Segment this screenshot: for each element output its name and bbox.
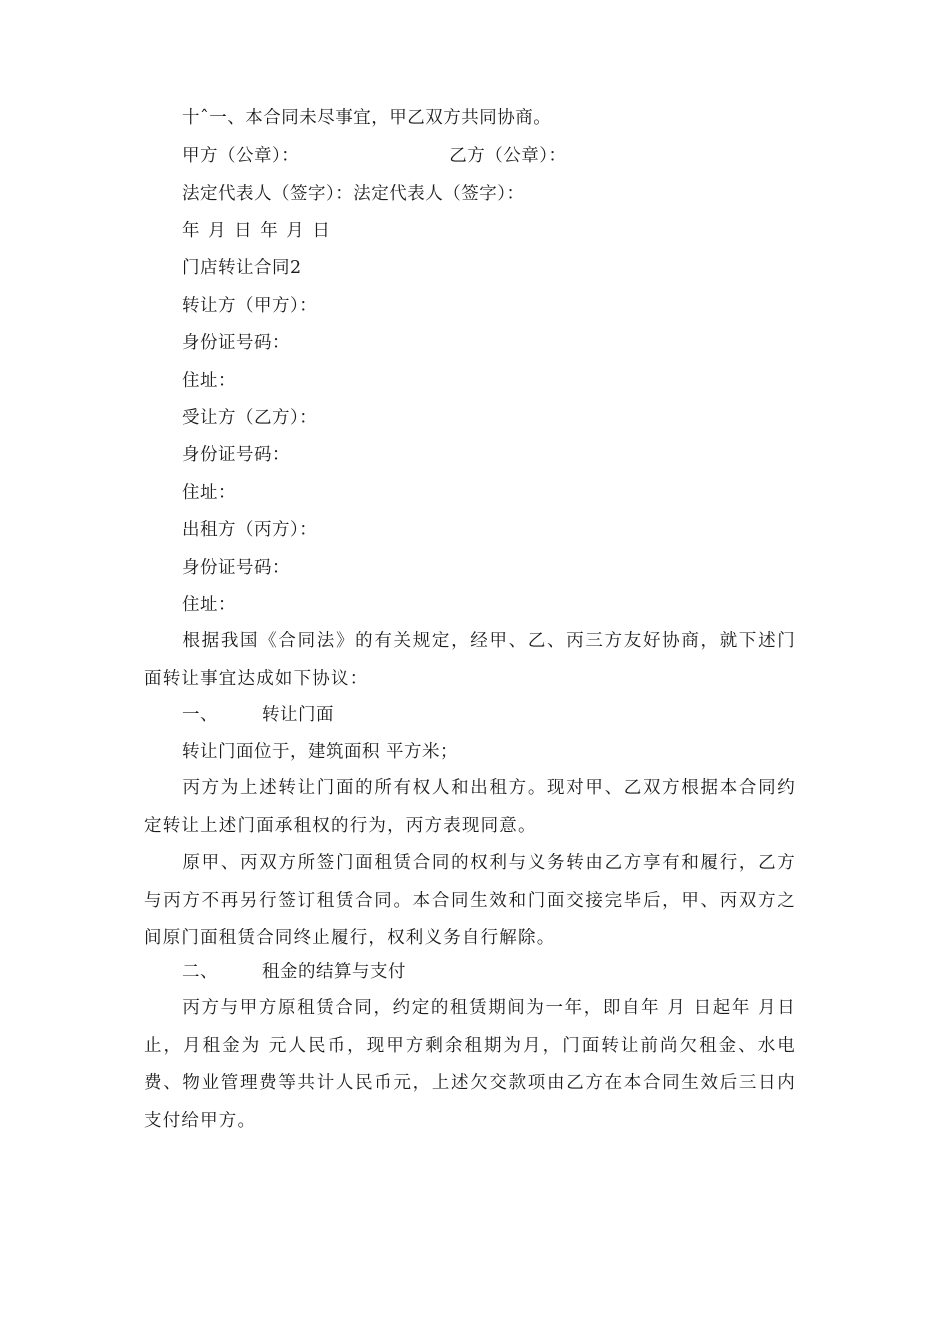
intro-text: 根据我国《合同法》的有关规定，经甲、乙、丙三方友好协商，就下述门面转让事宜达成如下协议： xyxy=(144,631,796,689)
section-2-title: 租金的结算与支付 xyxy=(262,962,406,982)
transferor-label: 转让方（甲方）： xyxy=(182,296,318,316)
section-2-heading xyxy=(182,960,406,984)
transferee-id-label: 身份证号码： xyxy=(182,445,290,465)
transferor-id-label: 身份证号码： xyxy=(182,333,290,353)
section-2-rent-text: 丙方与甲方原租赁合同，约定的租赁期间为一年，即自年 月 日起年 月日止，月租金为 元人民币，现甲方剩余租期为月，门面转让前尚欠租金、水电费、物业管理费等共计人民币元，上述欠交款项由乙方在本合同生效后三日内支付给甲方。 xyxy=(144,998,796,1131)
lessor-id-label: 身份证号码： xyxy=(182,558,290,578)
rep-b-label: 法定代表人（签字）： xyxy=(353,184,525,204)
contract-2-title: 门店转让合同2 xyxy=(182,258,302,278)
intro-paragraph xyxy=(144,623,796,698)
section-1-title: 转让门面 xyxy=(262,705,334,725)
transferee-label: 受让方（乙方）： xyxy=(182,408,318,428)
lessor-label: 出租方（丙方）： xyxy=(182,520,318,540)
transferor-address-label: 住址： xyxy=(182,371,236,391)
clause-11: 十ˆ一、本合同未尽事宜，甲乙双方共同协商。 xyxy=(182,108,552,128)
section-2-number: 二、 xyxy=(182,962,218,982)
party-a-seal-label: 甲方（公章）： xyxy=(182,146,300,166)
date-line: 年 月 日 年 月 日 xyxy=(182,221,331,241)
rep-a-label: 法定代表人（签字）： xyxy=(182,184,354,204)
section-1-paragraph-3 xyxy=(144,845,796,958)
section-1-transfer-text: 原甲、丙双方所签门面租赁合同的权利与义务转由乙方享有和履行，乙方与丙方不再另行签订租赁合同。本合同生效和门面交接完毕后，甲、丙双方之间原门面租赁合同终止履行，权利义务自行解除。 xyxy=(144,853,796,948)
section-1-number: 一、 xyxy=(182,705,218,725)
party-b-seal-label: 乙方（公章）： xyxy=(449,146,567,166)
transferee-address-label: 住址： xyxy=(182,483,236,503)
section-1-consent-text: 丙方为上述转让门面的所有权人和出租方。现对甲、乙双方根据本合同约定转让上述门面承租权的行为，丙方表现同意。 xyxy=(144,778,796,836)
seal-line xyxy=(182,144,567,168)
section-1-heading xyxy=(182,703,334,727)
lessor-address-label: 住址： xyxy=(182,595,236,615)
section-1-location: 转让门面位于，建筑面积 平方米； xyxy=(182,742,459,762)
section-1-paragraph-2 xyxy=(144,770,796,845)
representative-line xyxy=(182,182,525,206)
section-2-paragraph-1 xyxy=(144,990,796,1140)
